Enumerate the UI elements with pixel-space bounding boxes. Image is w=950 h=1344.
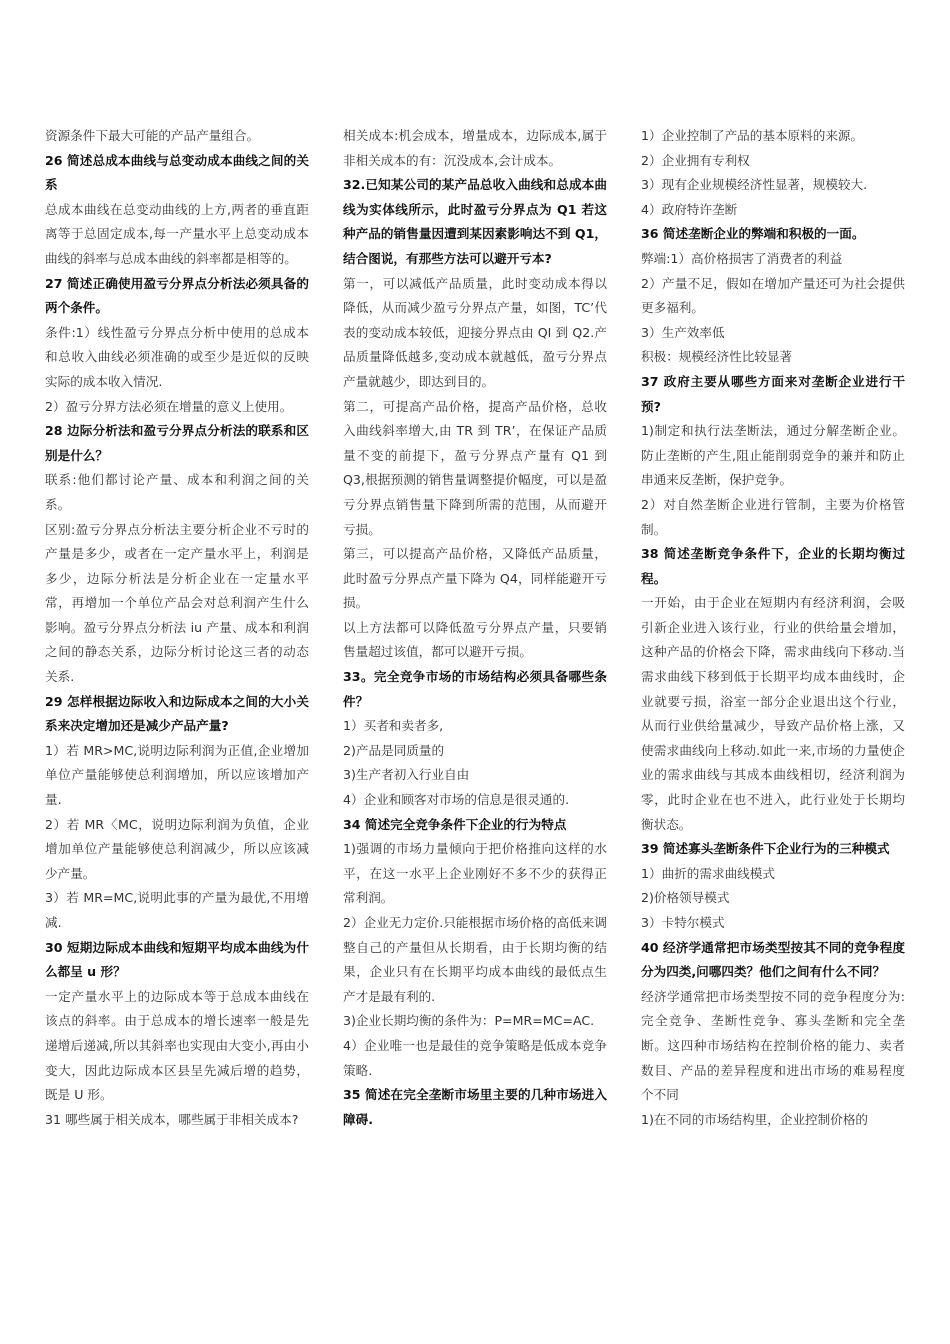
question-heading: 35 简述在完全垄断市场里主要的几种市场进入障碍. [343, 1087, 607, 1127]
answer-paragraph: 1）若 MR>MC,说明边际利润为正值,企业增加单位产量能够使总利润增加，所以应该增加产量. [45, 742, 309, 808]
answer-paragraph: 1）曲折的需求曲线模式 [641, 865, 775, 881]
answer-paragraph: 第一，可以减低产品质量，此时变动成本得以降低，从而减少盈亏分界点产量，如图，TC’代表的变动成本较低，迎接分界点由 QI 到 Q2.产品质量降低越多,变动成本就越低，盈亏分界点产量就越少，即达到目的。 [343, 275, 607, 389]
answer-paragraph: 31 哪些属于相关成本，哪些属于非相关成本? [45, 1111, 299, 1127]
answer-paragraph: 2）企业无力定价.只能根据市场价格的高低来调整自己的产量但从长期看，由于长期均衡的结果，企业只有在长期平均成本曲线的最低点生产才是最有利的. [343, 915, 607, 1004]
text-column-3 [641, 124, 905, 1132]
answer-paragraph: 2）盈亏分界方法必须在增量的意义上使用。 [45, 398, 293, 414]
answer-paragraph: 3）若 MR=MC,说明此事的产量为最优,不用增减. [45, 890, 309, 930]
answer-paragraph: 4）企业唯一也是最佳的竞争策略是低成本竞争策略. [343, 1037, 607, 1078]
answer-paragraph: 第二，可提高产品价格，提高产品价格，总收入曲线斜率增大,由 TR 到 TR’，在保证产品质量不变的前提下，盈亏分界点产量有 Q1 到 Q3,根据预测的销售量调整提价幅度，可以是盈亏分界点销售量下降到所需的范围，从而避开亏损。 [343, 398, 607, 537]
answer-paragraph: 2）对自然垄断企业进行管制，主要为价格管制。 [641, 496, 905, 537]
question-heading: 29 怎样根据边际收入和边际成本之间的大小关系来决定增加还是减少产品产量? [45, 693, 309, 734]
question-heading: 36 简述垄断企业的弊端和积极的一面。 [641, 226, 865, 242]
answer-paragraph: 2）若 MR〈MC，说明边际利润为负值，企业增加单位产量能够使总利润减少，所以应该减少产量。 [45, 816, 309, 881]
answer-paragraph: 1）企业控制了产品的基本原料的来源。 [641, 128, 864, 143]
answer-paragraph: 相关成本:机会成本，增量成本，边际成本,属于非相关成本的有：沉没成本,会计成本。 [343, 128, 607, 168]
question-heading: 32.已知某公司的某产品总收入曲线和总成本曲线为实体线所示，此时盈亏分界点为 Q1 若这种产品的销售量因遭到某因素影响达不到 Q1，结合图说，有那些方法可以避开亏本? [343, 177, 607, 266]
answer-paragraph: 3)企业长期均衡的条件为：P=MR=MC=AC. [343, 1013, 595, 1029]
answer-paragraph: 区别:盈亏分界点分析法主要分析企业不亏时的产量是多少，或者在一定产量水平上，利润是多少，边际分析法是分析企业在一定量水平常，再增加一个单位产品会对总利润产生什么影响。盈亏分界点分析法 iu 产量、成本和利润之间的静态关系，边际分析讨论这三者的动态关系. [45, 521, 309, 685]
answer-paragraph: 4）企业和顾客对市场的信息是很灵通的. [343, 792, 570, 808]
question-heading: 33。完全竞争市场的市场结构必须具备哪些条件？ [343, 669, 607, 709]
answer-paragraph: 一定产量水平上的边际成本等于总成本曲线在该点的斜率。由于总成本的增长速率一般是先递增后递减,所以其斜率也实现由大变小,再由小变大，因此边际成本区县呈先减后增的趋势，既是 U 形。 [45, 988, 309, 1103]
answer-paragraph: 4）政府特许垄断 [641, 201, 738, 217]
answer-paragraph: 1)制定和执行法垄断法，通过分解垄断企业。防止垄断的产生,阻止能削弱竞争的兼并和防止串通来反垄断，保护竞争。 [641, 423, 905, 488]
text-column-2 [343, 124, 607, 1132]
answer-paragraph: 联系:他们都讨论产量、成本和利润之间的关系。 [45, 472, 309, 512]
question-heading: 39 简述寡头垄断条件下企业行为的三种模式 [641, 841, 890, 857]
answer-paragraph: 以上方法都可以降低盈亏分界点产量，只要销售量超过该值，都可以避开亏损。 [343, 619, 607, 660]
answer-paragraph: 经济学通常把市场类型按不同的竞争程度分为:完全竞争、垄断性竞争、寡头垄断和完全垄断。这四种市场结构在控制价格的能力、卖者数目、产品的差异程度和进出市场的难易程度个不同 [641, 988, 905, 1103]
answer-paragraph: 3）生产效率低 [641, 324, 725, 340]
answer-paragraph: 1）买者和卖者多, [343, 718, 444, 734]
question-heading: 37 政府主要从哪些方面来对垄断企业进行干预? [641, 373, 905, 414]
text-column-1 [45, 124, 309, 1132]
question-heading: 27 简述正确使用盈亏分界点分析法必须具备的两个条件。 [45, 275, 309, 316]
question-heading: 38 简述垄断竞争条件下，企业的长期均衡过程。 [641, 546, 905, 586]
answer-paragraph: 3)生产者初入行业自由 [343, 767, 470, 783]
question-heading: 26 简述总成本曲线与总变动成本曲线之间的关系 [45, 152, 309, 193]
answer-paragraph: 1)强调的市场力量倾向于把价格推向这样的水平，在这一水平上企业刚好不多不少的获得正常利润。 [343, 841, 607, 906]
answer-paragraph: 2)产品是同质量的 [343, 742, 445, 758]
answer-paragraph: 弊端:1）高价格损害了消费者的利益 [641, 250, 843, 266]
question-heading: 40 经济学通常把市场类型按其不同的竞争程度分为四类,问哪四类？他们之间有什么不同？ [641, 939, 905, 980]
answer-paragraph: 1)在不同的市场结构里，企业控制价格的 [641, 1111, 869, 1127]
answer-paragraph: 2)价格领导模式 [641, 890, 730, 906]
answer-paragraph: 第三，可以提高产品价格，又降低产品质量，此时盈亏分界点产量下降为 Q4，同样能避开亏损。 [343, 546, 607, 611]
answer-paragraph: 2）企业拥有专利权 [641, 152, 750, 168]
answer-paragraph: 条件:1）线性盈亏分界点分析中使用的总成本和总收入曲线必须准确的或至少是近似的反映实际的成本收入情况. [45, 324, 309, 389]
answer-paragraph: 2）产量不足，假如在增加产量还可为社会提供更多福利。 [641, 275, 905, 316]
question-heading: 28 边际分析法和盈亏分界点分析法的联系和区别是什么？ [45, 423, 309, 463]
answer-paragraph: 资源条件下最大可能的产品产量组合。 [45, 128, 260, 143]
answer-paragraph: 总成本曲线在总变动曲线的上方,两者的垂直距离等于总固定成本,每一产量水平上总变动成本曲线的斜率与总成本曲线的斜率都是相等的。 [45, 201, 309, 266]
answer-paragraph: 积极：规模经济性比较显著 [641, 349, 793, 365]
answer-paragraph: 一开始，由于企业在短期内有经济利润，会吸引新企业进入该行业，行业的供给量会增加，这种产品的价格会下降，需求曲线向下移动.当需求曲线下移到低于长期平均成本曲线时，企业就要亏损，浴室一部分企业退出这个行业，从而行业供给量减少，导致产品价格上涨，又使需求曲线向上移动.如此一来,市场的力量使企业的需求曲线与其成本曲线相切，经济利润为零，此时企业在也不进入，此行业处于长期均衡状态。 [641, 595, 905, 832]
answer-paragraph: 3）现有企业规模经济性显著，规模较大. [641, 177, 868, 193]
question-heading: 34 简述完全竞争条件下企业的行为特点 [343, 816, 567, 832]
question-heading: 30 短期边际成本曲线和短期平均成本曲线为什么都呈 u 形？ [45, 939, 309, 980]
answer-paragraph: 3）卡特尔模式 [641, 915, 725, 930]
